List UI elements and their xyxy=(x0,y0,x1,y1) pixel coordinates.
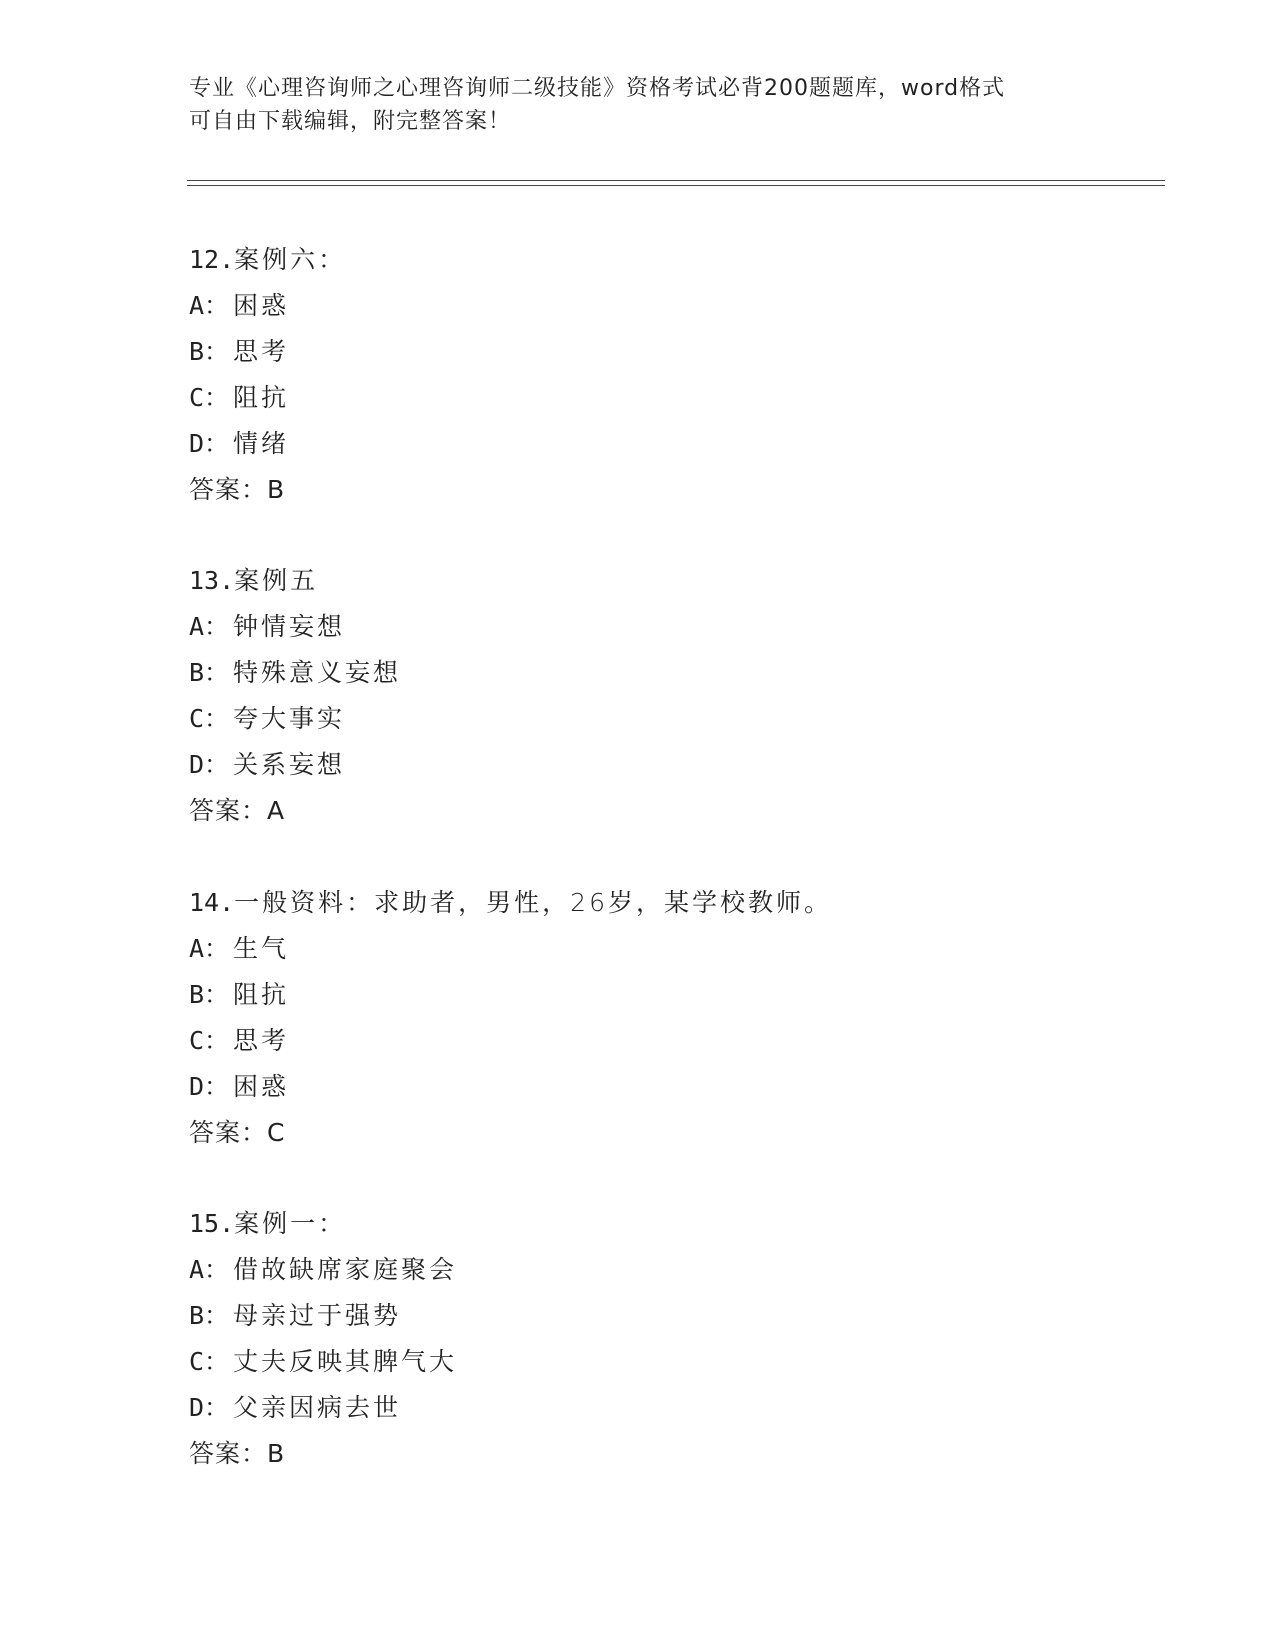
document-header xyxy=(189,72,1089,138)
option-text: 阻抗 xyxy=(233,383,290,412)
option-text: 母亲过于强势 xyxy=(233,1301,402,1330)
option-text: 丈夫反映其脾气大 xyxy=(233,1347,458,1376)
option-letter: D： xyxy=(189,750,230,779)
question-number: 12. xyxy=(189,245,235,274)
option-b xyxy=(189,329,1169,375)
option-text: 钟情妄想 xyxy=(233,612,346,641)
option-c xyxy=(189,1018,1169,1064)
option-text: 情绪 xyxy=(233,429,290,458)
option-b xyxy=(189,650,1169,696)
header-divider-bottom xyxy=(187,185,1165,186)
option-text: 思考 xyxy=(233,337,290,366)
question-15 xyxy=(189,1201,1169,1477)
option-letter: A： xyxy=(189,291,230,320)
option-letter: B： xyxy=(189,980,230,1009)
option-c xyxy=(189,375,1169,421)
header-divider-top xyxy=(187,180,1165,181)
answer: 答案：B xyxy=(189,1439,286,1468)
option-letter: C： xyxy=(189,1026,230,1055)
option-letter: B： xyxy=(189,1301,230,1330)
option-letter: A： xyxy=(189,934,230,963)
option-text: 困惑 xyxy=(233,1072,290,1101)
question-number: 15. xyxy=(189,1209,235,1238)
question-number: 13. xyxy=(189,566,235,595)
option-letter: D： xyxy=(189,1393,230,1422)
option-text: 阻抗 xyxy=(233,980,290,1009)
option-a xyxy=(189,283,1169,329)
question-stem xyxy=(189,237,1169,283)
option-text: 困惑 xyxy=(233,291,290,320)
answer: 答案：B xyxy=(189,475,286,504)
option-letter: B： xyxy=(189,658,230,687)
option-a xyxy=(189,604,1169,650)
option-letter: C： xyxy=(189,1347,230,1376)
question-number: 14. xyxy=(189,888,235,917)
question-13 xyxy=(189,558,1169,834)
option-letter: B： xyxy=(189,337,230,366)
option-text: 关系妄想 xyxy=(233,750,346,779)
question-text: 案例六： xyxy=(234,245,347,274)
option-a xyxy=(189,926,1169,972)
question-text: 案例五 xyxy=(234,566,319,595)
option-c xyxy=(189,1339,1169,1385)
option-d xyxy=(189,1385,1169,1431)
option-d xyxy=(189,742,1169,788)
option-letter: D： xyxy=(189,429,230,458)
question-text: 一般资料：求助者，男性，26岁，某学校教师。 xyxy=(234,888,832,917)
option-d xyxy=(189,1064,1169,1110)
option-letter: D： xyxy=(189,1072,230,1101)
option-letter: A： xyxy=(189,1255,230,1284)
header-line-2: 可自由下载编辑，附完整答案！ xyxy=(189,109,512,134)
option-text: 思考 xyxy=(233,1026,290,1055)
option-letter: C： xyxy=(189,704,230,733)
question-stem xyxy=(189,1201,1169,1247)
question-14 xyxy=(189,880,1169,1156)
header-line-1: 专业《心理咨询师之心理咨询师二级技能》资格考试必背200题题库，word格式 xyxy=(189,76,1006,101)
option-b xyxy=(189,972,1169,1018)
option-letter: C： xyxy=(189,383,230,412)
option-text: 生气 xyxy=(233,934,290,963)
option-text: 特殊意义妄想 xyxy=(233,658,402,687)
option-text: 夸大事实 xyxy=(233,704,346,733)
question-stem xyxy=(189,880,1169,926)
answer: 答案：C xyxy=(189,1118,286,1147)
question-text: 案例一： xyxy=(234,1209,347,1238)
option-c xyxy=(189,696,1169,742)
question-stem xyxy=(189,558,1169,604)
option-b xyxy=(189,1293,1169,1339)
answer: 答案：A xyxy=(189,796,286,825)
option-text: 父亲因病去世 xyxy=(233,1393,402,1422)
option-a xyxy=(189,1247,1169,1293)
option-letter: A： xyxy=(189,612,230,641)
question-12 xyxy=(189,237,1169,513)
option-d xyxy=(189,421,1169,467)
option-text: 借故缺席家庭聚会 xyxy=(233,1255,458,1284)
